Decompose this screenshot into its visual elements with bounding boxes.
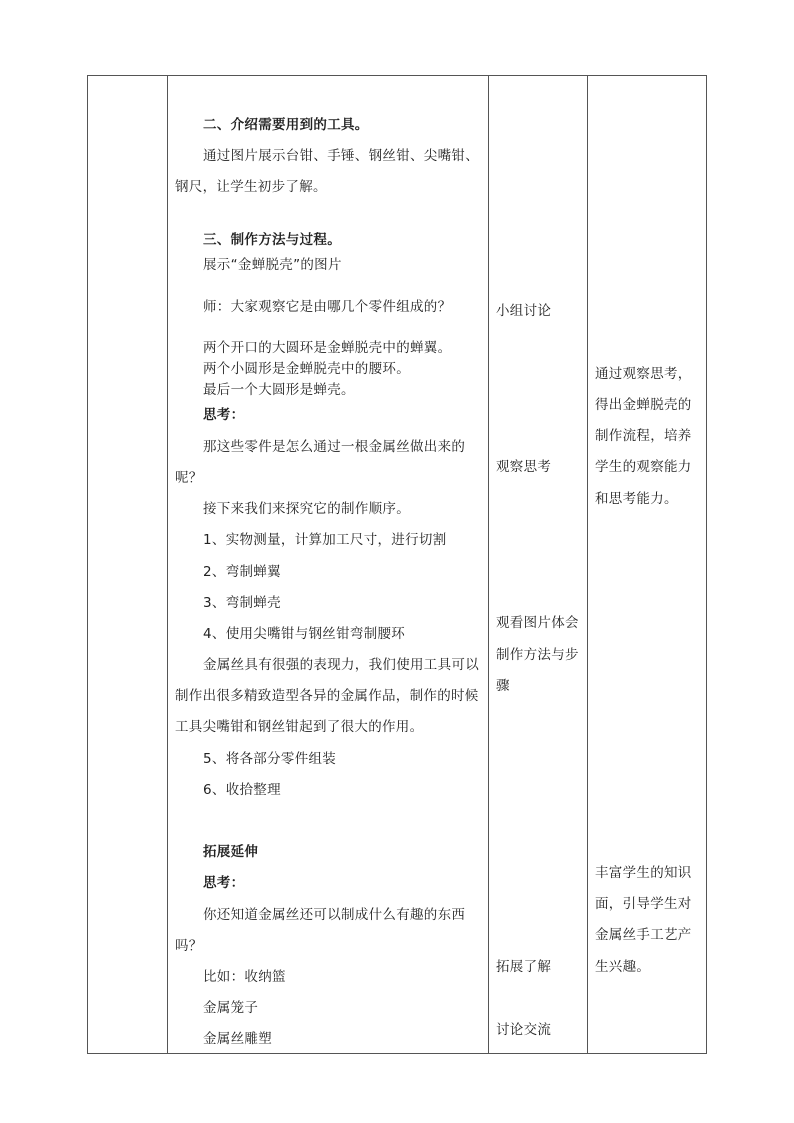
table-bottom-border: [87, 1053, 707, 1054]
text-line: 通过图片展示台钳、手锤、钢丝钳、尖嘴钳、: [203, 148, 479, 164]
text-line: 工具尖嘴钳和钢丝钳起到了很大的作用。: [175, 719, 424, 735]
text-line: 呢？: [175, 470, 203, 486]
answer-line: 两个开口的大圆环是金蝉脱壳中的蝉翼。: [203, 340, 452, 356]
activity-text: 拓展了解: [496, 959, 552, 975]
text-line: 吗？: [175, 938, 203, 954]
intent-text: 金属丝手工艺产: [595, 927, 692, 943]
text-line: 那这些零件是怎么通过一根金属丝做出来的: [203, 439, 466, 455]
table-col-border-1: [87, 75, 88, 1054]
text-line: 金属丝具有很强的表现力，我们使用工具可以: [203, 657, 479, 673]
example-item: 比如：收纳篮: [203, 969, 286, 985]
table-col-border-2: [167, 75, 168, 1054]
table-col-border-3: [488, 75, 489, 1054]
table-col-border-4: [587, 75, 588, 1054]
teacher-question: 师：大家观察它是由哪几个零件组成的？: [203, 299, 452, 315]
section-heading: 三、制作方法与过程。: [203, 232, 341, 248]
activity-text: 观看图片体会: [496, 615, 579, 631]
intent-text: 学生的观察能力: [595, 459, 692, 475]
table-col-border-5: [706, 75, 707, 1054]
text-line: 你还知道金属丝还可以制成什么有趣的东西: [203, 907, 466, 923]
think-label: 思考：: [203, 875, 245, 891]
activity-text: 骤: [496, 678, 510, 694]
text-line: 接下来我们来探究它的制作顺序。: [203, 501, 410, 517]
intent-text: 得出金蝉脱壳的: [595, 397, 692, 413]
step-item: 5、将各部分零件组装: [203, 751, 337, 767]
text-line: 展示“金蝉脱壳”的图片: [203, 257, 342, 273]
example-item: 金属笼子: [203, 1000, 259, 1016]
text-line: 制作出很多精致造型各异的金属作品，制作的时候: [175, 688, 479, 704]
activity-text: 制作方法与步: [496, 647, 579, 663]
section-heading: 拓展延伸: [203, 844, 259, 860]
step-item: 4、使用尖嘴钳与钢丝钳弯制腰环: [203, 626, 406, 642]
intent-text: 生兴趣。: [595, 959, 651, 975]
step-item: 1、实物测量，计算加工尺寸，进行切割: [203, 532, 447, 548]
activity-text: 讨论交流: [496, 1022, 552, 1038]
example-item: 金属丝雕塑: [203, 1031, 272, 1047]
section-heading: 二、介绍需要用到的工具。: [203, 117, 369, 133]
intent-text: 和思考能力。: [595, 491, 678, 507]
intent-text: 通过观察思考，: [595, 366, 692, 382]
intent-text: 制作流程，培养: [595, 428, 692, 444]
intent-text: 面，引导学生对: [595, 896, 692, 912]
intent-text: 丰富学生的知识: [595, 865, 692, 881]
activity-text: 小组讨论: [496, 303, 552, 319]
step-item: 2、弯制蝉翼: [203, 564, 281, 580]
step-item: 6、收拾整理: [203, 782, 281, 798]
step-item: 3、弯制蝉壳: [203, 595, 281, 611]
answer-line: 最后一个大圆形是蝉壳。: [203, 382, 355, 398]
think-label: 思考：: [203, 407, 245, 423]
text-line: 钢尺，让学生初步了解。: [175, 179, 327, 195]
table-top-border: [87, 75, 707, 76]
answer-line: 两个小圆形是金蝉脱壳中的腰环。: [203, 361, 410, 377]
activity-text: 观察思考: [496, 459, 552, 475]
